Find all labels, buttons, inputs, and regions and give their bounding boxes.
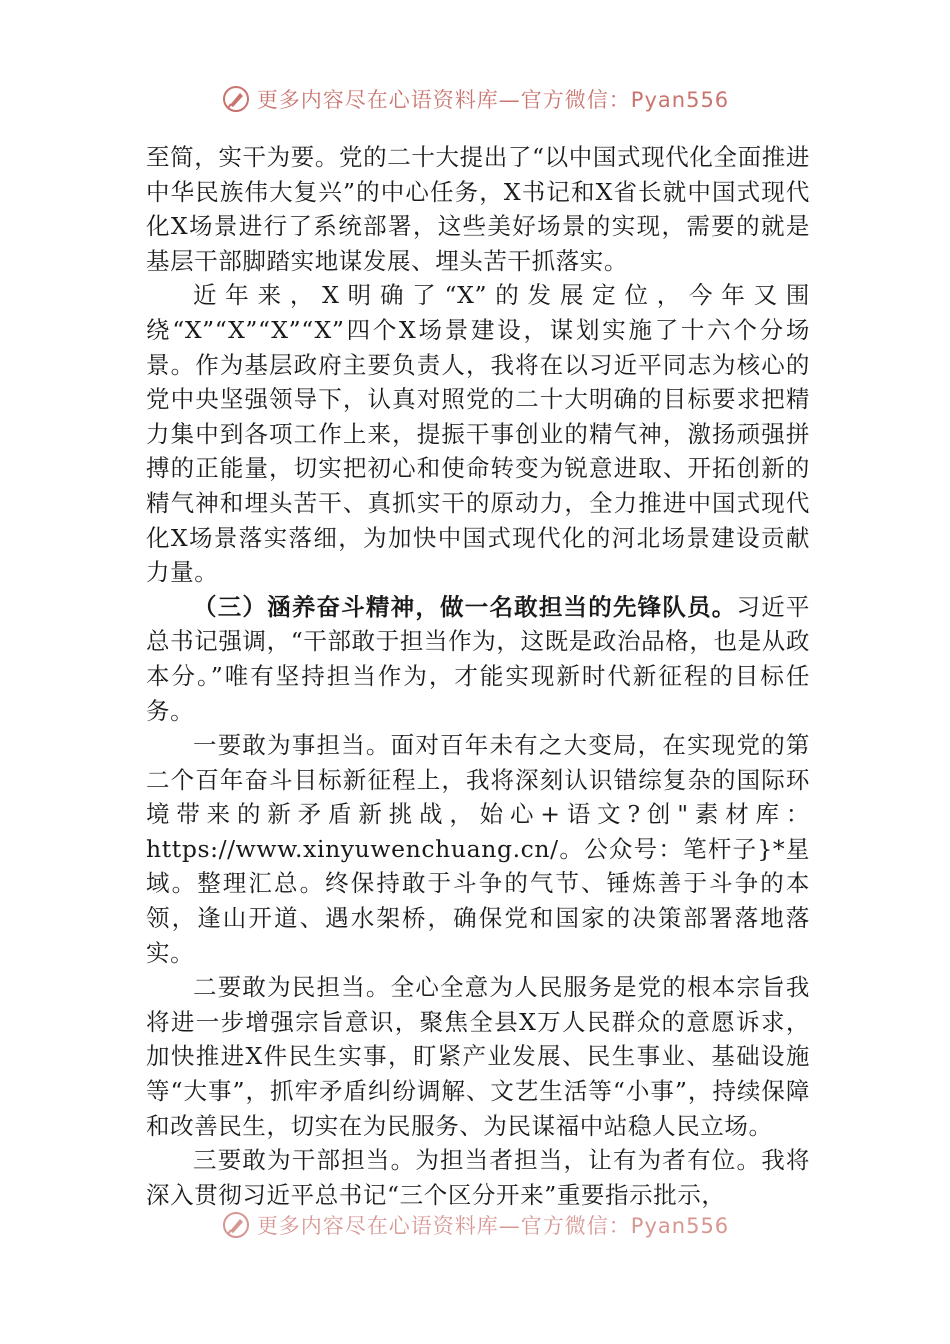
- paragraph-1: [146, 140, 810, 278]
- fountain-pen-logo-icon: [221, 1210, 251, 1240]
- document-body: [146, 140, 810, 1212]
- watermark-text: 更多内容尽在心语资料库—官方微信：Pyan556: [256, 1214, 730, 1238]
- paragraph-2-text: 近年来，X明确了“X”的发展定位，今年又围绕“X”“X”“X”“X”四个X场景建设，谋划实施了十六个分场景。作为基层政府主要负责人，我将在以习近平同志为核心的党中央坚强领导下，认真对照党的二十大明确的目标要求把精力集中到各项工作上来，提振干事创业的精气神，激扬顽强拼搏的正能量，切实把初心和使命转变为锐意进取、开拓创新的精气神和埋头苦干、真抓实干的原动力，全力推进中国式现代化X场景落实落细，为加快中国式现代化的河北场景建设贡献力量。: [146, 281, 810, 587]
- watermark-text: 更多内容尽在心语资料库—官方微信：Pyan556: [256, 88, 730, 112]
- section-heading: （三）涵养奋斗精神，做一名敢担当的先锋队员。: [193, 592, 737, 621]
- paragraph-1-text: 至简，实干为要。党的二十大提出了“以中国式现代化全面推进中华民族伟大复兴”的中心任务，X书记和X省长就中国式现代化X场景进行了系统部署，这些美好场景的实现，需要的就是基层干部脚踏实地谋发展、埋头苦干抓落实。: [146, 143, 810, 275]
- paragraph-4-text: 一要敢为事担当。面对百年未有之大变局，在实现党的第二个百年奋斗目标新征程上，我将深刻认识错综复杂的国际环境带来的新矛盾新挑战，始心+语文?创"素材库：https://www.xinyuwenchuang.cn/。公众号：笔杆子}*星域。整理汇总。终保持敢于斗争的气节、锤炼善于斗争的本领，逢山开道、遇水架桥，确保党和国家的决策部署落地落实。: [146, 731, 810, 967]
- paragraph-4: [146, 728, 810, 970]
- paragraph-6: [146, 1143, 810, 1212]
- paragraph-3: [146, 590, 810, 728]
- watermark-footer: [0, 1210, 950, 1240]
- paragraph-6-text: 三要敢为干部担当。为担当者担当，让有为者有位。我将深入贯彻习近平总书记“三个区分开来”重要指示批示，: [146, 1146, 810, 1209]
- watermark-header: [0, 84, 950, 114]
- fountain-pen-logo-icon: [221, 84, 251, 114]
- paragraph-2: [146, 278, 810, 589]
- paragraph-5: [146, 970, 810, 1143]
- paragraph-5-text: 二要敢为民担当。全心全意为人民服务是党的根本宗旨我将进一步增强宗旨意识，聚焦全县X万人民群众的意愿诉求，加快推进X件民生实事，盯紧产业发展、民生事业、基础设施等“大事”，抓牢矛盾纠纷调解、文艺生活等“小事”，持续保障和改善民生，切实在为民服务、为民谋福中站稳人民立场。: [146, 973, 810, 1140]
- paragraph-3-text: 习近平总书记强调，“干部敢于担当作为，这既是政治品格，也是从政本分。”唯有坚持担当作为，才能实现新时代新征程的目标任务。: [146, 592, 810, 725]
